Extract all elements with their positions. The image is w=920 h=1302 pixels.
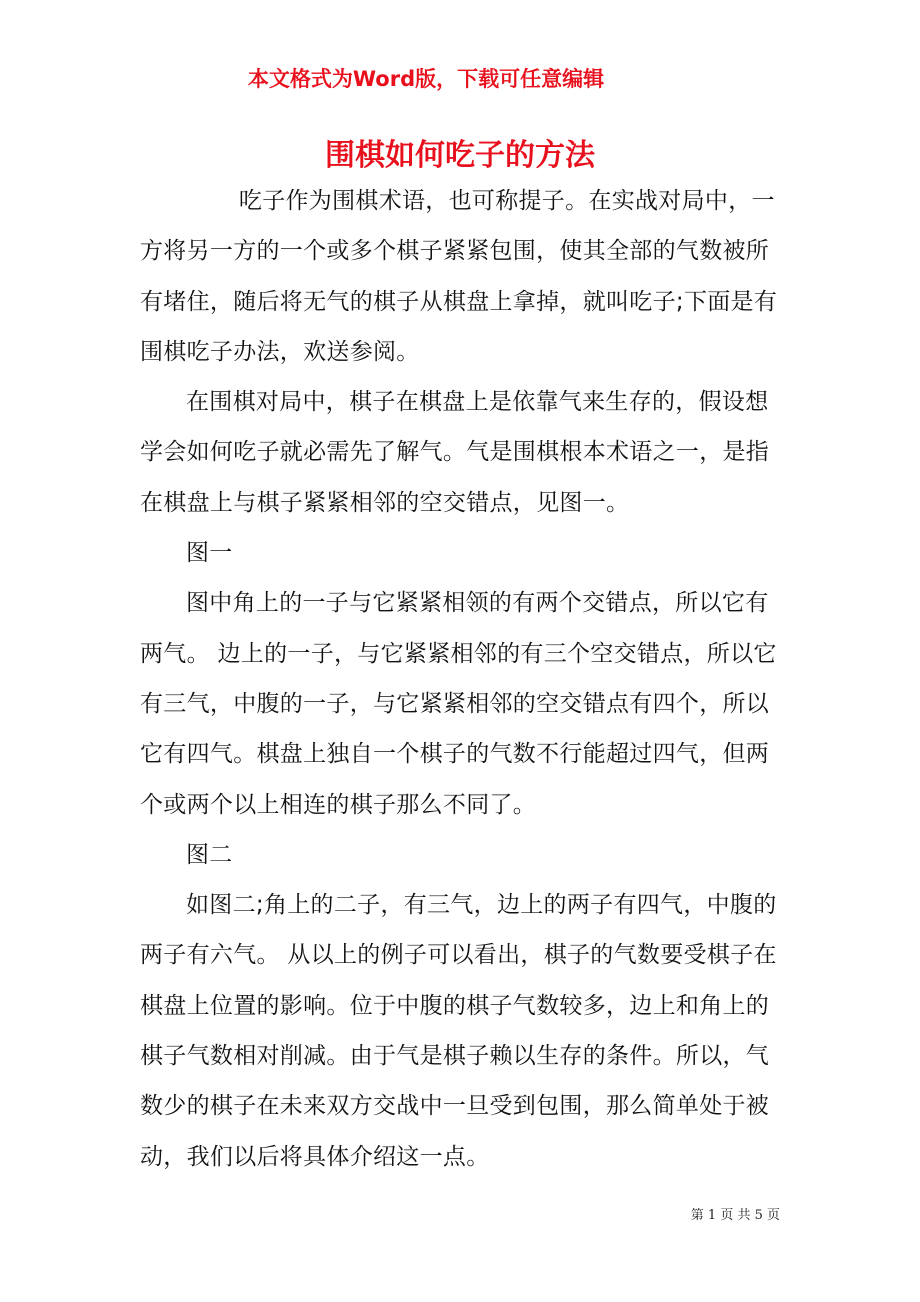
paragraph-figure-1-explanation: 图中角上的一子与它紧紧相领的有两个交错点，所以它有两气。 边上的一子，与它紧紧相邻的有三个空交错点，所以它有三气，中腹的一子，与它紧紧相邻的空交错点有四个，所以它有四气。棋盘上独自一个棋子的气数不行能超过四气，但两个或两个以上相连的棋子那么不同了。 (140, 590, 777, 818)
paragraph-intro: 吃子作为围棋术语，也可称提子。在实战对局中，一方将另一方的一个或多个棋子紧紧包围，使其全部的气数被所有堵住，随后将无气的棋子从棋盘上拿掉，就叫吃子;下面是有围棋吃子办法，欢送参阅。 (140, 188, 778, 365)
figure-caption-1: 图一 (186, 540, 233, 567)
format-banner: 本文格式为Word版，下载可任意编辑 (247, 67, 605, 91)
figure-caption-2: 图二 (186, 841, 233, 868)
paragraph-liberties: 在围棋对局中，棋子在棋盘上是依靠气来生存的，假设想学会如何吃子就必需先了解气。气是围棋根本术语之一，是指在棋盘上与棋子紧紧相邻的空交错点，见图一。 (140, 389, 770, 516)
page-title: 围棋如何吃子的方法 (325, 138, 595, 173)
paragraph-figure-2-explanation: 如图二;角上的二子，有三气，边上的两子有四气，中腹的两子有六气。 从以上的例子可以看出，棋子的气数要受棋子在棋盘上位置的影响。位于中腹的棋子气数较多，边上和角上的棋子气数相对削减。由于气是棋子赖以生存的条件。所以，气数少的棋子在未来双方交战中一旦受到包围，那么简单处于被动，我们以后将具体介绍这一点。 (140, 892, 777, 1170)
article-body (140, 176, 785, 1182)
page-number-footer: 第 1 页 共 5 页 (690, 1208, 780, 1223)
